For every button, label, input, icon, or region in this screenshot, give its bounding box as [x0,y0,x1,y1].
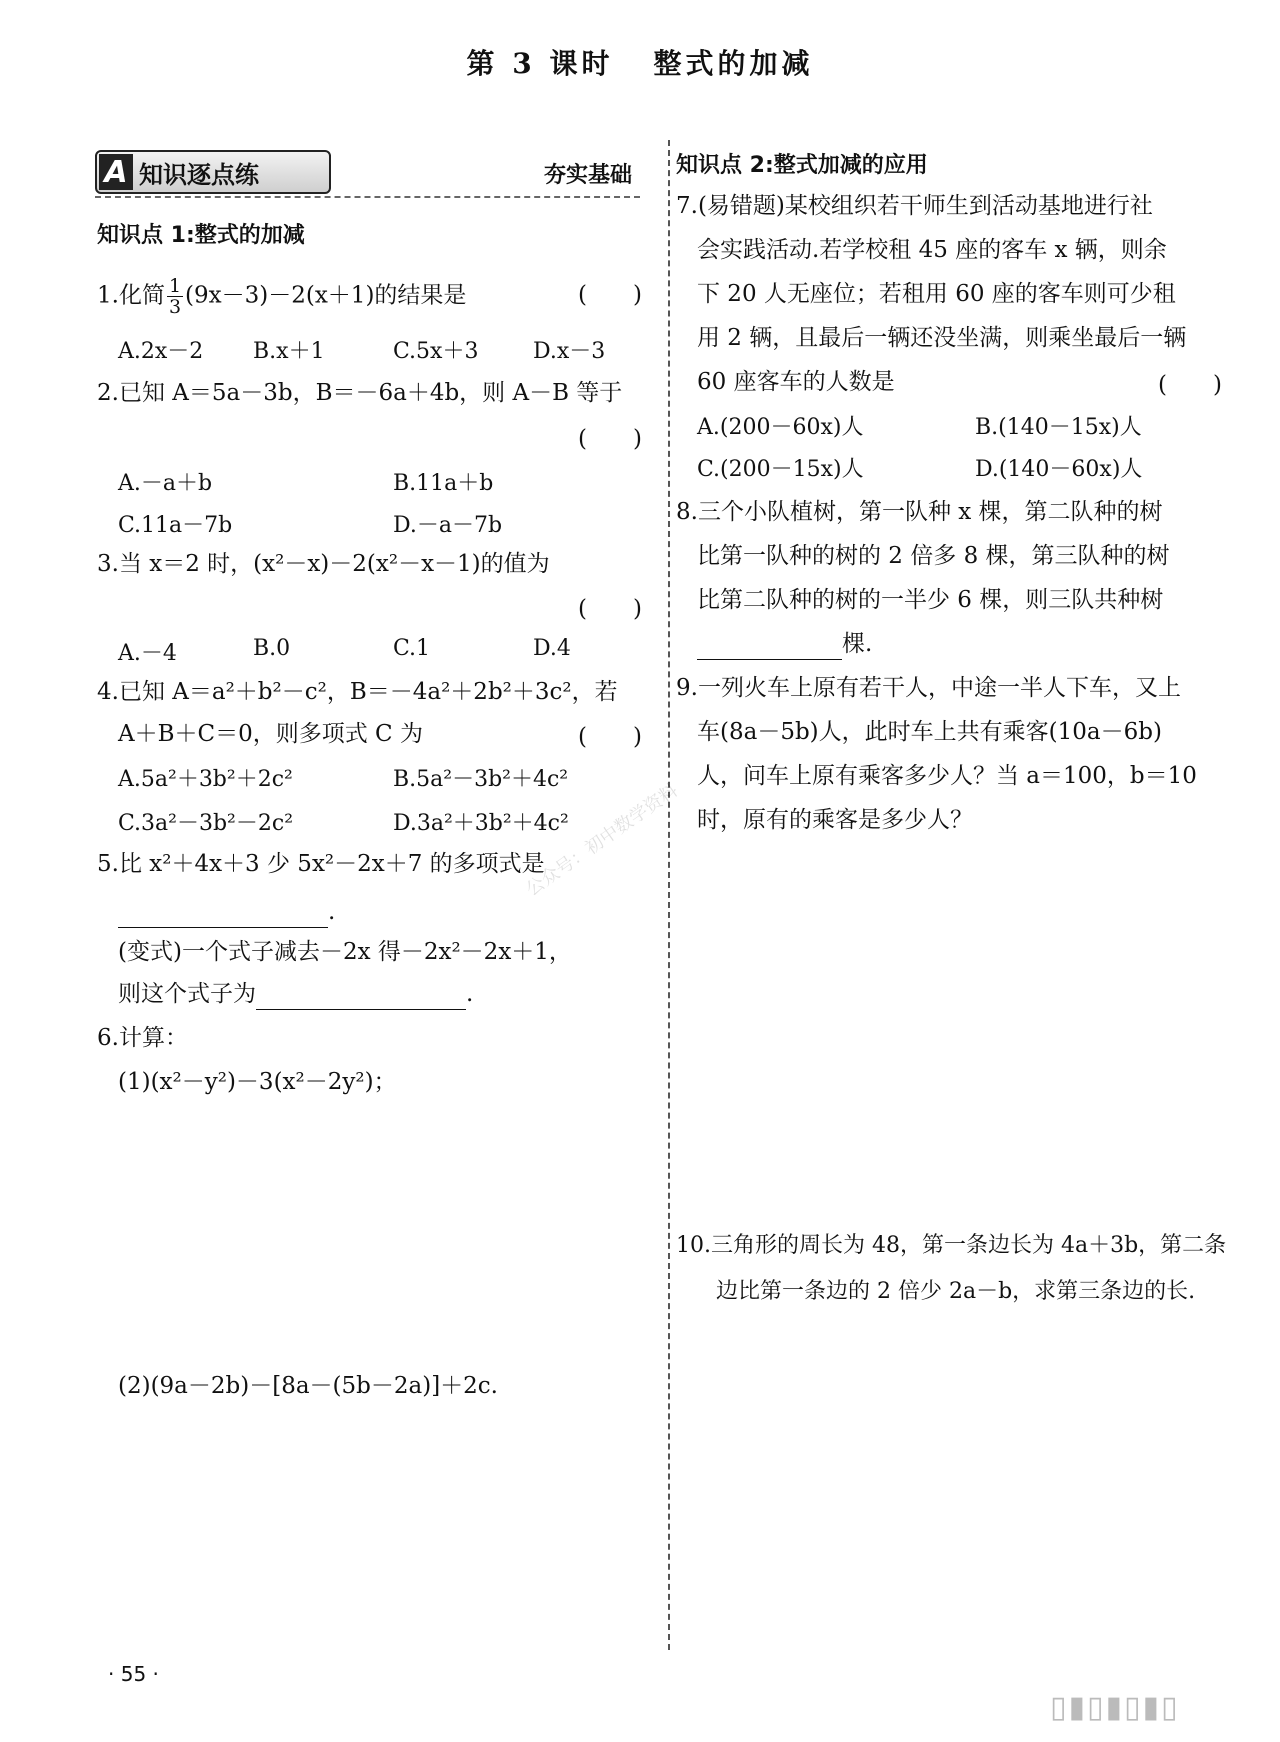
q3-option-c: C.1 [393,636,431,661]
variant-line-1: (变式)一个式子减去－2x 得－2x²－2x＋1， [118,939,572,965]
question-2: 2.已知 A＝5a－3b，B＝－6a＋4b，则 A－B 等于 [97,380,623,406]
lesson-number: 第 3 课时 [466,47,614,80]
question-9-line-1: 9.一列火车上原有若干人，中途一半人下车，又上 [676,675,1181,701]
answer-blank [256,985,466,1010]
question-8-line-1: 8.三个小队植树，第一队种 x 棵，第二队种的树 [676,499,1163,525]
question-8-line-3: 比第二队种的树的一半少 6 棵，则三队共种树 [697,587,1164,613]
knowledge-point-2: 知识点 2:整式加减的应用 [676,153,928,178]
section-banner [95,148,640,198]
q4-option-c: C.3a²－3b²－2c² [118,811,294,836]
q1-option-c: C.5x＋3 [393,339,479,364]
question-9-line-3: 人，问车上原有乘客多少人？当 a＝100，b＝10 [697,763,1197,789]
q7-option-d: D.(140－60x)人 [975,457,1143,482]
q4-option-b: B.5a²－3b²＋4c² [393,767,569,792]
q1-option-d: D.x－3 [533,339,606,364]
q2-option-c: C.11a－7b [118,513,233,538]
question-1: 1.化简 $\frac{1}{3}$ (9x－3)－2(x＋1)的结果是 [97,275,467,318]
page-number: · 55 · [108,1662,159,1686]
question-4-line-1: 4.已知 A＝a²＋b²－c²，B＝－4a²＋2b²＋3c²，若 [97,679,618,705]
answer-paren-1: ( ) [578,282,642,308]
question-10-line-2: 边比第一条边的 2 倍少 2a－b，求第三条边的长. [716,1279,1196,1304]
question-7-line-4: 用 2 辆，且最后一辆还没坐满，则乘坐最后一辆 [697,325,1187,351]
answer-paren-7: ( ) [1158,372,1222,398]
question-7-line-3: 下 20 人无座位；若租用 60 座的客车则可少租 [697,281,1176,307]
question-8-line-2: 比第一队种的树的 2 倍多 8 棵，第三队种的树 [697,543,1170,569]
q5-answer-line: . [118,896,335,928]
question-7-line-1: 7.(易错题)某校组织若干师生到活动基地进行社 [676,193,1153,219]
answer-paren-2: ( ) [578,426,642,452]
q2-option-d: D.－a－7b [393,513,503,538]
question-9-line-2: 车(8a－5b)人，此时车上共有乘客(10a－6b) [697,719,1162,745]
question-4-line-2: A＋B＋C＝0，则多项式 C 为 [118,721,423,747]
q6-part-2: (2)(9a－2b)－[8a－(5b－2a)]＋2c. [118,1373,498,1399]
fraction: $\frac{1}{3}$ [168,275,182,318]
q6-part-1: (1)(x²－y²)－3(x²－2y²)； [118,1069,397,1095]
question-9-line-4: 时，原有的乘客是多少人？ [697,807,973,833]
page-title [0,42,1280,82]
q7-option-a: A.(200－60x)人 [697,415,864,440]
banner-letter: A [99,154,133,190]
banner-label: 知识逐点练 [139,160,259,189]
q4-option-d: D.3a²＋3b²＋4c² [393,811,569,836]
q7-option-c: C.(200－15x)人 [697,457,864,482]
lesson-topic: 整式的加减 [653,47,814,80]
answer-paren-3: ( ) [578,596,642,622]
answer-blank [697,635,842,660]
q8-answer-line: 棵. [697,628,872,660]
variant-line-2: 则这个式子为 . [118,978,473,1010]
question-7-line-2: 会实践活动.若学校租 45 座的客车 x 辆，则余 [697,237,1167,263]
question-3: 3.当 x＝2 时，(x²－x)－2(x²－x－1)的值为 [97,551,550,577]
answer-paren-4: ( ) [578,724,642,750]
q3-option-d: D.4 [533,636,571,661]
column-divider [668,140,670,1650]
q2-option-b: B.11a＋b [393,471,494,496]
knowledge-point-1: 知识点 1:整式的加减 [97,223,305,248]
q2-option-a: A.－a＋b [118,471,213,496]
question-6: 6.计算： [97,1025,188,1051]
q3-option-b: B.0 [253,636,291,661]
answer-blank [118,903,328,928]
q1-option-a: A.2x－2 [118,339,204,364]
banner-box [95,150,331,194]
q1-option-b: B.x＋1 [253,339,325,364]
q3-option-a: A.－4 [118,641,177,666]
q7-option-b: B.(140－15x)人 [975,415,1142,440]
question-10-line-1: 10.三角形的周长为 48，第一条边长为 4a＋3b，第二条 [676,1233,1227,1258]
q4-option-a: A.5a²＋3b²＋2c² [118,767,293,792]
watermark-text: 公众号：初中数学资料 [522,780,682,901]
question-5: 5.比 x²＋4x＋3 少 5x²－2x＋7 的多项式是 [97,851,545,877]
question-7-line-5: 60 座客车的人数是 [697,369,895,395]
watermark-icon: ▯▮▯▮▯▮▯ [1050,1690,1180,1725]
banner-subtitle: 夯实基础 [543,163,632,188]
